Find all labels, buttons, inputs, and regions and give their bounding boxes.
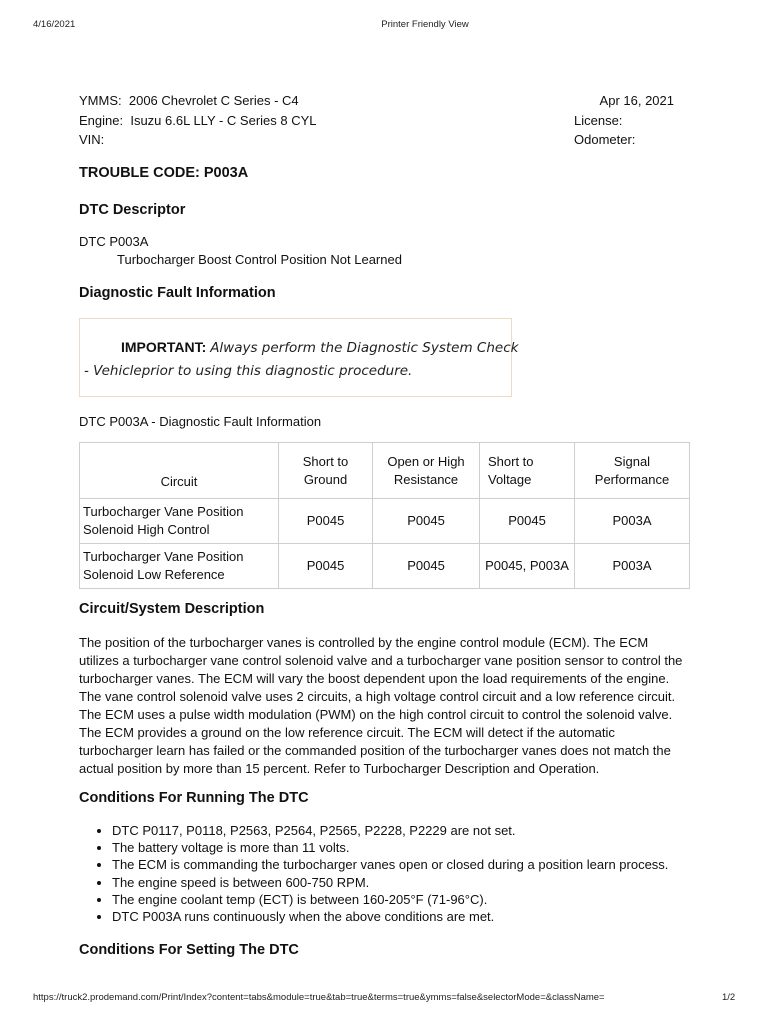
diagnostic-fault-table xyxy=(79,442,690,589)
ymms-value: 2006 Chevrolet C Series - C4 xyxy=(128,93,299,108)
important-label: IMPORTANT: xyxy=(121,339,207,355)
conditions-running-list xyxy=(79,822,752,925)
header-short-to-voltage: Short to Voltage xyxy=(480,443,575,499)
vehicle-meta-right xyxy=(574,91,674,150)
conditions-setting-heading: Conditions For Setting The DTC xyxy=(79,942,299,958)
cell-short-to-voltage: P0045 xyxy=(480,499,575,544)
vin-line: VIN: xyxy=(79,132,105,147)
table-header-row xyxy=(80,443,690,499)
cell-short-to-voltage: P0045, P003A xyxy=(480,544,575,589)
important-line-2 xyxy=(84,362,412,379)
cell-open-high-resistance: P0045 xyxy=(373,499,480,544)
engine-value: Isuzu 6.6L LLY - C Series 8 CYL xyxy=(130,112,317,128)
cell-short-to-ground: P0045 xyxy=(279,499,373,544)
cell-signal-performance: P003A xyxy=(575,544,690,589)
list-item: • The battery voltage is more than 11 volts. xyxy=(112,839,752,856)
list-item: • The engine coolant temp (ECT) is between 160-205°F (71-96°C). xyxy=(112,891,752,908)
ymms-line xyxy=(79,91,317,111)
ymms-label: YMMS: xyxy=(79,93,122,108)
vehicle-info xyxy=(79,91,317,150)
cell-signal-performance: P003A xyxy=(575,499,690,544)
diagnostic-fault-heading: Diagnostic Fault Information xyxy=(79,285,276,301)
list-item: • DTC P0117, P0118, P2563, P2564, P2565, P2228, P2229 are not set. xyxy=(112,822,752,839)
page-number: 1/2 xyxy=(722,992,736,1003)
header-short-to-ground: Short to Ground xyxy=(279,443,373,499)
conditions-running-heading: Conditions For Running The DTC xyxy=(79,790,309,806)
license-label: License: xyxy=(574,112,623,128)
print-date: 4/16/2021 xyxy=(33,19,76,30)
cell-open-high-resistance: P0045 xyxy=(373,544,480,589)
header-signal-performance: Signal Performance xyxy=(575,443,690,499)
table-row xyxy=(80,544,690,589)
table-caption: DTC P003A - Diagnostic Fault Information xyxy=(79,414,322,429)
list-item: • DTC P003A runs continuously when the above conditions are met. xyxy=(112,908,752,925)
cell-circuit: Turbocharger Vane Position Solenoid High Control xyxy=(80,499,279,544)
dtc-code: DTC P003A xyxy=(79,234,149,249)
engine-label: Engine: xyxy=(79,112,124,128)
odometer-label: Odometer: xyxy=(574,132,636,147)
list-item: • The ECM is commanding the turbocharger vanes open or closed during a position learn process. xyxy=(112,856,752,873)
dtc-descriptor-heading: DTC Descriptor xyxy=(79,202,186,218)
report-date: Apr 16, 2021 xyxy=(599,93,674,108)
important-notice xyxy=(79,318,519,397)
important-line-1 xyxy=(121,339,518,356)
trouble-code-heading: TROUBLE CODE: P003A xyxy=(79,165,249,181)
cell-circuit: Turbocharger Vane Position Solenoid Low Reference xyxy=(80,544,279,589)
list-item: • The engine speed is between 600-750 RPM. xyxy=(112,874,752,891)
important-text-2: - Vehicleprior to using this diagnostic procedure. xyxy=(84,363,413,379)
dtc-description: Turbocharger Boost Control Position Not Learned xyxy=(117,252,402,267)
table-row xyxy=(80,499,690,544)
circuit-description-heading: Circuit/System Description xyxy=(79,601,265,617)
print-url[interactable]: https://truck2.prodemand.com/Print/Index?content=tabs&module=true&tab=true&terms=true&ymms=false&selectorMode=&className= xyxy=(33,992,605,1003)
circuit-description-text: The position of the turbocharger vanes is controlled by the engine control module (ECM). The ECM utilizes a turbocharger vane control solenoid valve and a turbocharger vane position sensor to control the turbocharger vanes. The ECM will vary the boost dependent upon the load requirements of the engine. The vane control solenoid valve uses 2 circuits, a high voltage control circuit and a low reference circuit. The ECM uses a pulse width modulation (PWM) on the high control circuit to control the solenoid valve. The ECM provides a ground on the low reference circuit. The ECM will detect if the automatic turbocharger learn has failed or the commanded position of the turbocharger vanes does not match the actual position by more than 15 percent. Refer to Turbocharger Description and Operation. xyxy=(79,635,683,776)
print-title: Printer Friendly View xyxy=(381,19,469,30)
important-text-1: Always perform the Diagnostic System Check xyxy=(210,340,519,356)
cell-short-to-ground: P0045 xyxy=(279,544,373,589)
header-circuit: Circuit xyxy=(80,443,279,499)
header-open-high-resistance: Open or High Resistance xyxy=(373,443,480,499)
engine-line xyxy=(79,111,317,131)
